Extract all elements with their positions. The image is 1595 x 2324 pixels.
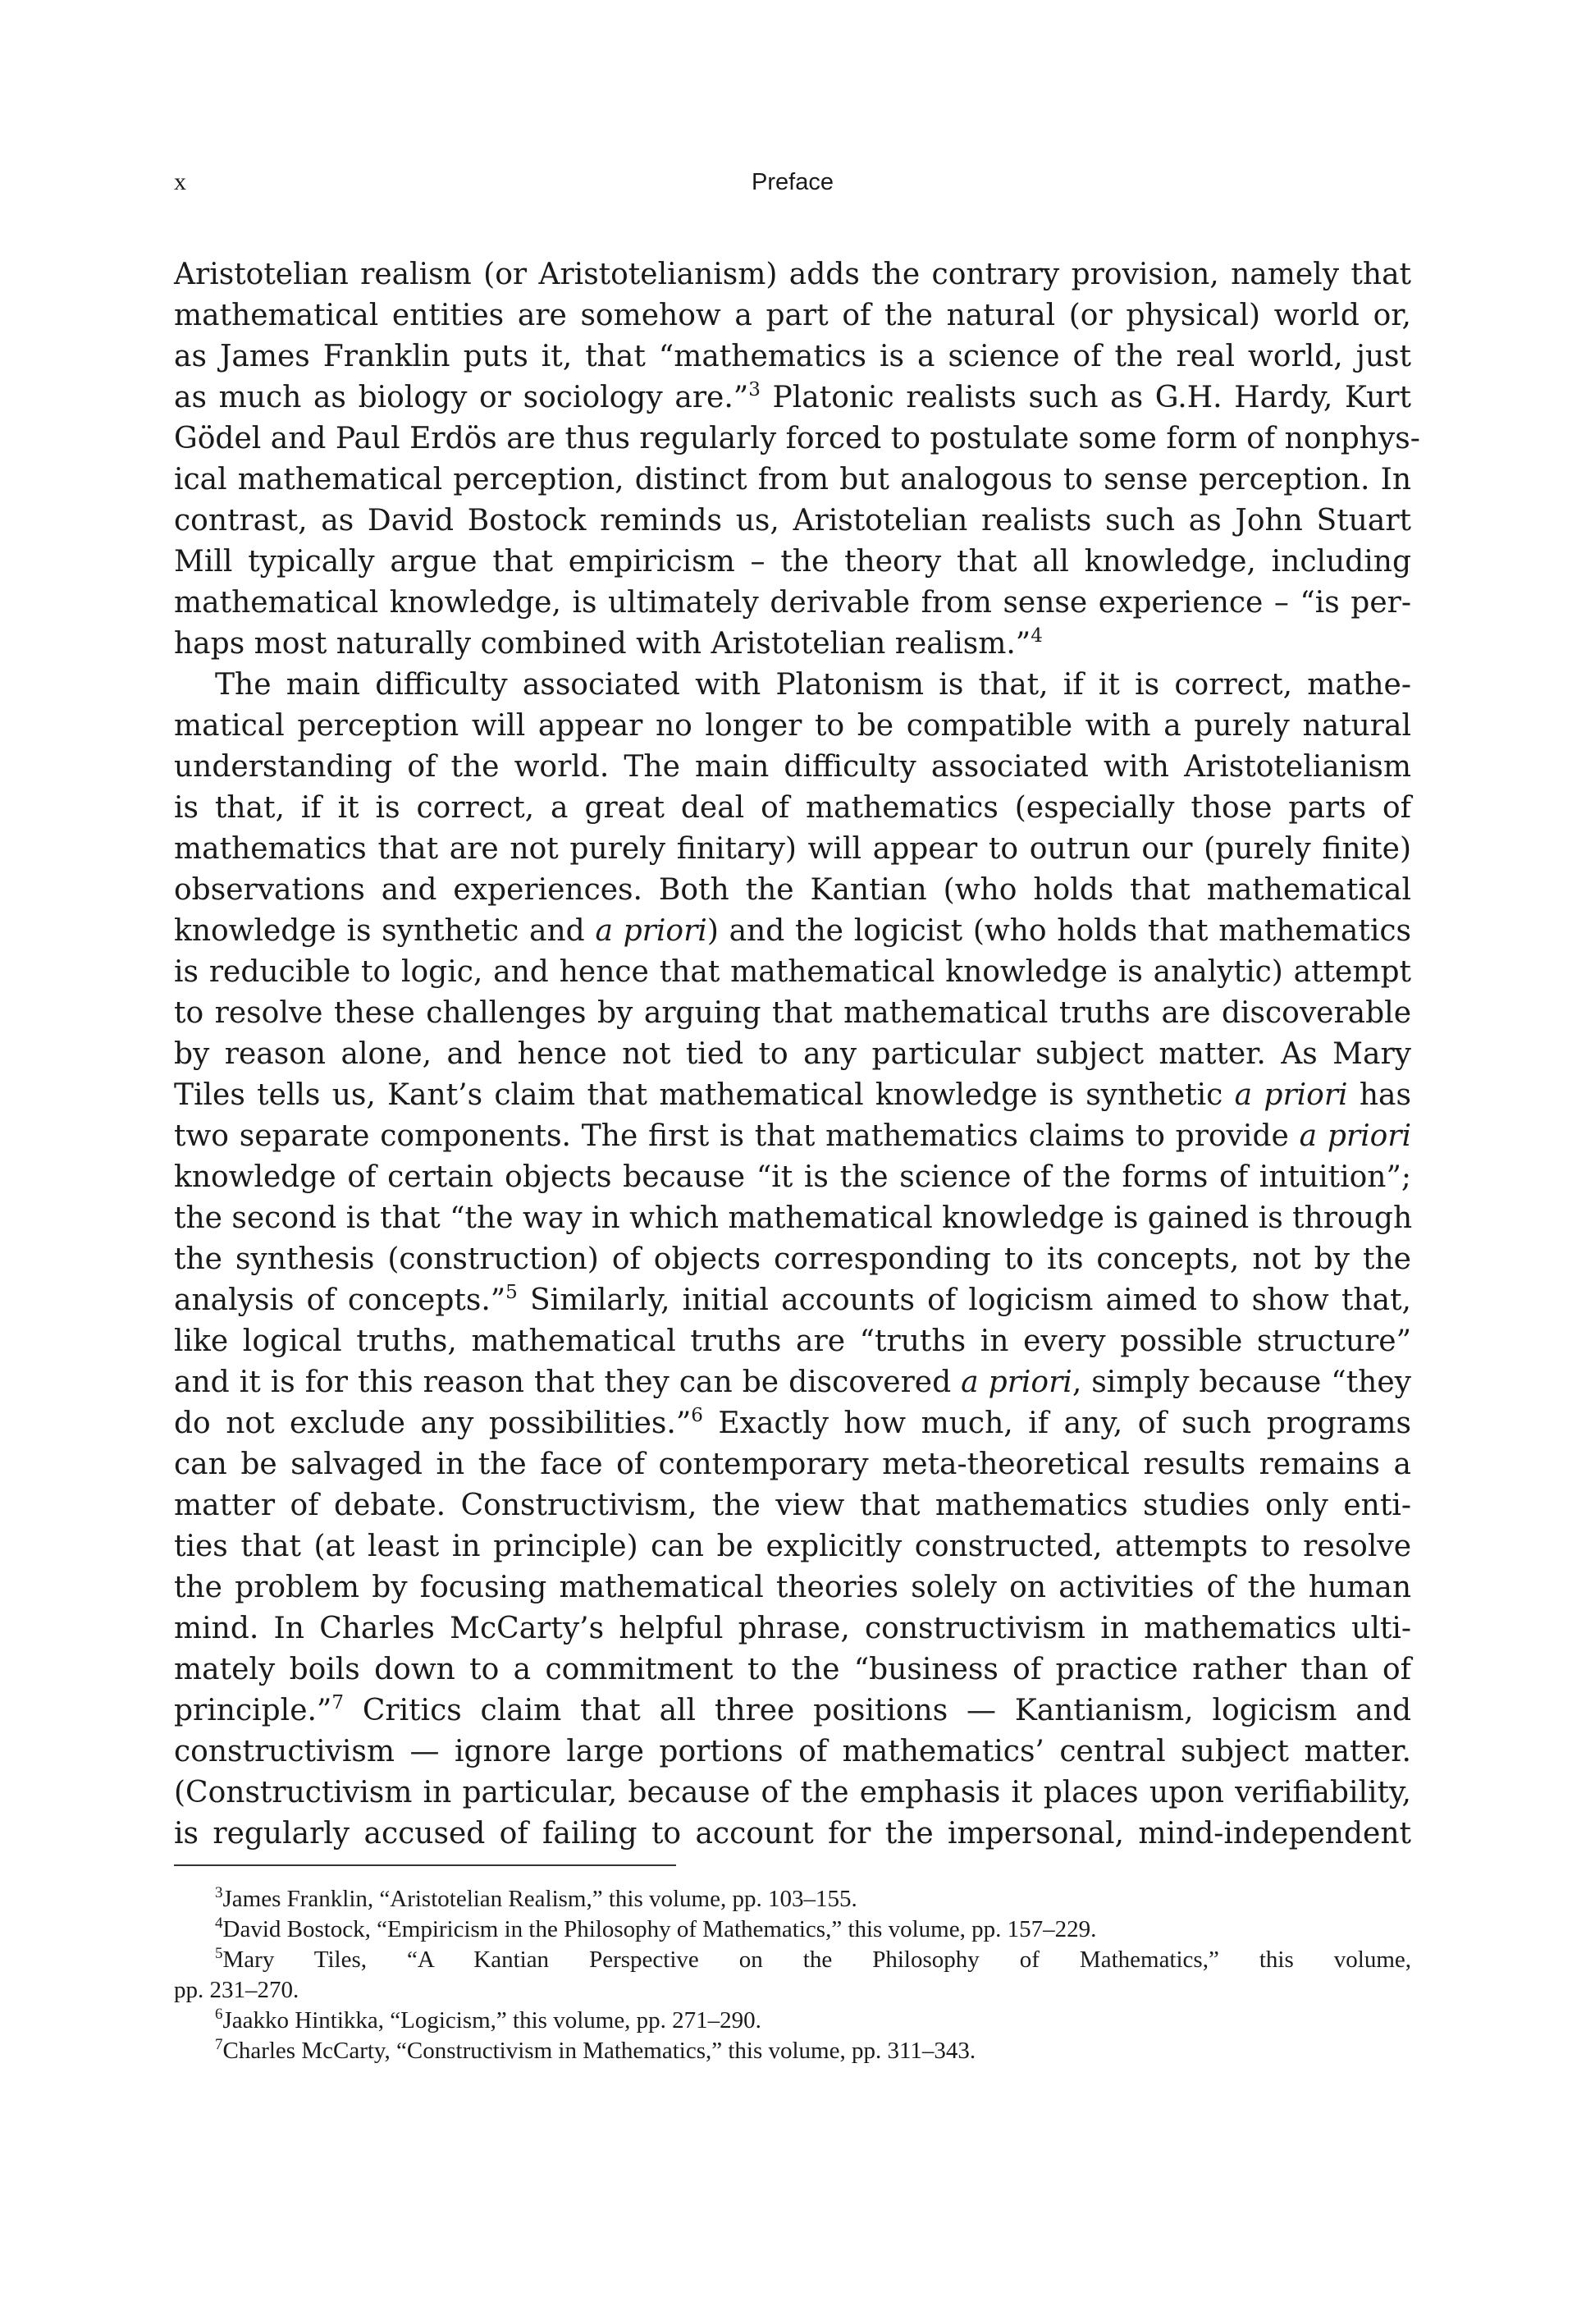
text-line: principle.”$^7$ Critics claim that all three positions — Kantianism, logicism and: [174, 1692, 1411, 1727]
footnote-number: 6: [215, 2006, 223, 2023]
text-line: ical mathematical perception, distinct from but analogous to sense perception. In: [174, 463, 1411, 496]
text-line: by reason alone, and hence not tied to any particular subject matter. As Mary: [174, 1037, 1411, 1071]
text-line: the problem by focusing mathematical theories solely on activities of the human: [174, 1571, 1411, 1604]
text-line: The main difficulty associated with Platonism is that, if it is correct, mathe-: [215, 668, 1411, 702]
text-line: (Constructivism in particular, because of the emphasis it places upon verifiability,: [174, 1776, 1411, 1809]
text-line: like logical truths, mathematical truths are “truths in every possible structure”: [174, 1324, 1411, 1358]
text-line: the synthesis (construction) of objects corresponding to its concepts, not by the: [174, 1242, 1411, 1276]
text-line: as James Franklin puts it, that “mathematics is a science of the real world, just: [174, 340, 1411, 373]
text-line: mately boils down to a commitment to the “business of practice rather than of: [174, 1653, 1411, 1686]
running-head: Preface: [752, 169, 834, 195]
footnote-number: 3: [215, 1884, 223, 1901]
text-line: mathematical entities are somehow a part of the natural (or physical) world or,: [174, 299, 1411, 332]
text-line: contrast, as David Bostock reminds us, Aristotelian realists such as John Stuart: [174, 504, 1411, 538]
footnote-ref: 5: [505, 1282, 518, 1303]
text-line: Aristotelian realism (or Aristotelianism) adds the contrary provision, namely that: [174, 258, 1411, 291]
text-line: haps most naturally combined with Aristotelian realism.”$^4$: [174, 625, 1043, 661]
text-line: mathematical knowledge, is ultimately derivable from sense experience – “is per-: [174, 586, 1411, 620]
footnote-ref: 4: [1031, 625, 1043, 647]
text-line: do not exclude any possibilities.”$^6$ Exactly how much, if any, of such programs: [174, 1405, 1411, 1440]
text-line: is that, if it is correct, a great deal of mathematics (especially those parts of: [174, 791, 1411, 825]
text-line: mathematics that are not purely finitary) will appear to outrun our (purely finite): [174, 832, 1411, 866]
text-line: constructivism — ignore large portions of mathematics’ central subject matter.: [174, 1735, 1411, 1768]
page-number: x: [174, 168, 186, 195]
footnote-rule: [174, 1864, 676, 1866]
footnote: $^4$David Bostock, “Empiricism in the Philosophy of Mathematics,” this volume, pp. 157–229.: [215, 1915, 1097, 1942]
footnote: $^3$James Franklin, “Aristotelian Realism,” this volume, pp. 103–155.: [215, 1884, 857, 1912]
text-line: understanding of the world. The main difficulty associated with Aristotelianism: [174, 750, 1411, 784]
text-line: matical perception will appear no longer to be compatible with a purely natural: [174, 709, 1411, 743]
footnote-number: 7: [215, 2036, 223, 2053]
paragraph: [174, 665, 1411, 1855]
text-line: is regularly accused of failing to account for the impersonal, mind-independent: [174, 1817, 1411, 1851]
footnote-number: 4: [215, 1915, 223, 1932]
footnote-ref: 6: [691, 1405, 703, 1426]
text-line: mind. In Charles McCarty’s helpful phrase, constructivism in mathematics ulti-: [174, 1612, 1411, 1645]
text-line: ties that (at least in principle) can be explicitly constructed, attempts to resolve: [174, 1530, 1411, 1563]
body-text: [174, 254, 1420, 1855]
footnotes: [174, 1884, 1411, 2066]
text-line: matter of debate. Constructivism, the view that mathematics studies only enti-: [174, 1489, 1411, 1522]
text-line: is reducible to logic, and hence that mathematical knowledge is analytic) attempt: [174, 955, 1411, 989]
text-line: Mill typically argue that empiricism – the theory that all knowledge, including: [174, 545, 1411, 579]
text-line: knowledge of certain objects because “it is the science of the forms of intuition”;: [174, 1160, 1411, 1194]
paragraph: [174, 254, 1420, 665]
text-line: observations and experiences. Both the Kantian (who holds that mathematical: [174, 873, 1411, 907]
text-line: the second is that “the way in which mathematical knowledge is gained is through: [174, 1201, 1413, 1235]
footnote: $^7$Charles McCarty, “Constructivism in Mathematics,” this volume, pp. 311–343.: [215, 2036, 976, 2064]
text-line: knowledge is synthetic and a priori) and the logicist (who holds that mathematics: [174, 914, 1411, 948]
footnote-ref: 3: [748, 379, 761, 400]
footnote: $^6$Jaakko Hintikka, “Logicism,” this volume, pp. 271–290.: [215, 2006, 761, 2034]
footnote-number: 5: [215, 1945, 223, 1962]
footnote: $^5$Mary Tiles, “A Kantian Perspective on the Philosophy of Mathematics,” this volume,: [215, 1945, 1411, 1973]
footnote-ref: 7: [331, 1692, 344, 1713]
text-line: two separate components. The first is that mathematics claims to provide a priori: [174, 1119, 1412, 1153]
text-line: as much as biology or sociology are.”$^3$ Platonic realists such as G.H. Hardy, Kurt: [174, 379, 1411, 414]
footnote-continuation: pp. 231–270.: [174, 1977, 299, 2003]
text-line: Gödel and Paul Erdös are thus regularly forced to postulate some form of nonphys-: [174, 422, 1420, 455]
text-line: analysis of concepts.”$^5$ Similarly, initial accounts of logicism aimed to show that,: [174, 1282, 1411, 1317]
text-line: and it is for this reason that they can be discovered a priori, simply because “they: [174, 1366, 1411, 1399]
text-line: to resolve these challenges by arguing that mathematical truths are discoverable: [174, 996, 1411, 1030]
text-line: can be salvaged in the face of contemporary meta-theoretical results remains a: [174, 1448, 1411, 1481]
page-header: [174, 166, 1411, 199]
text-line: Tiles tells us, Kant’s claim that mathematical knowledge is synthetic a priori has: [174, 1078, 1411, 1112]
